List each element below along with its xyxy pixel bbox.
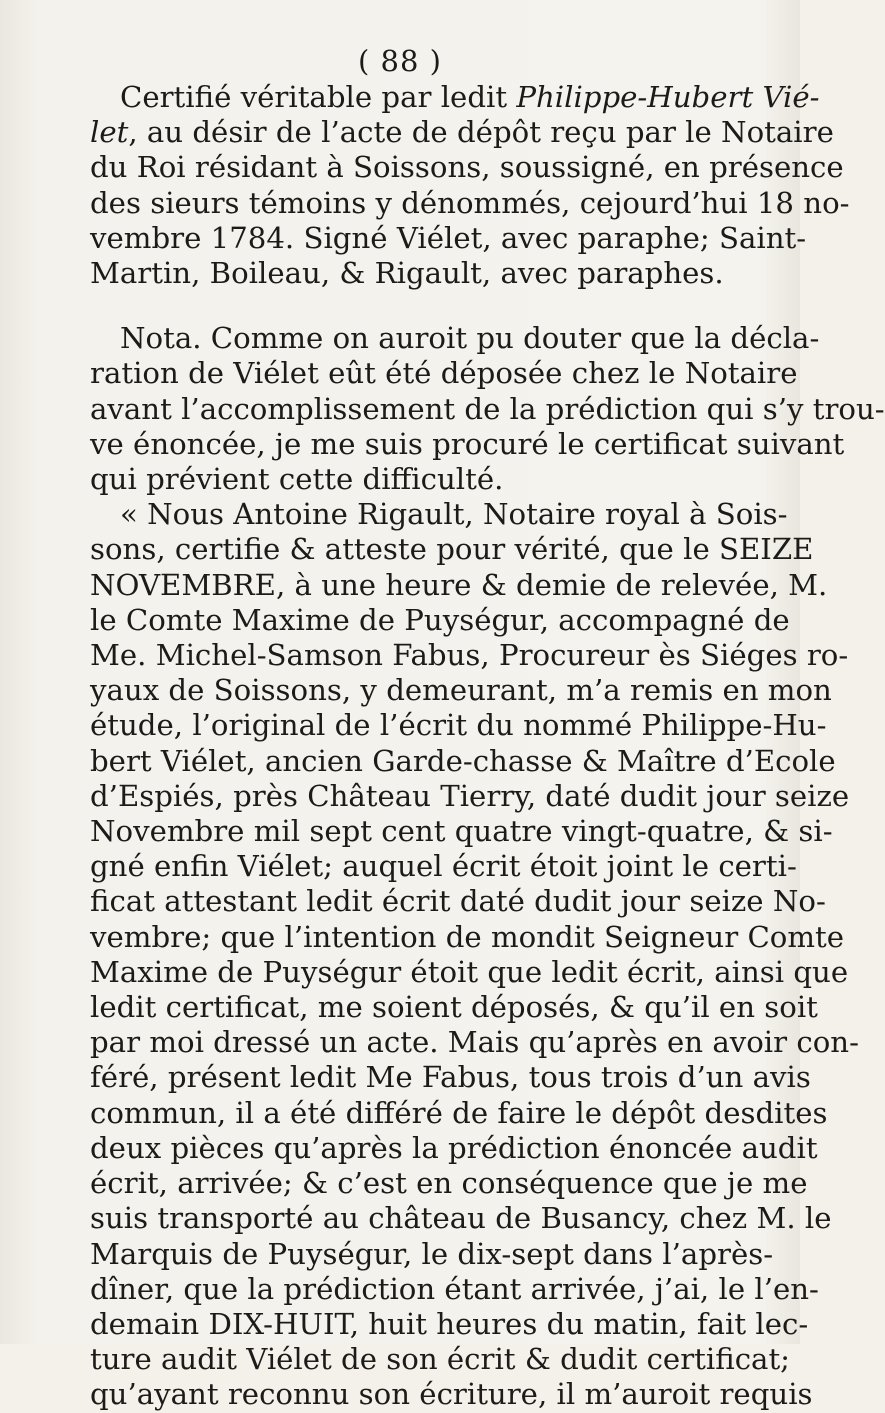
text-line: Nota. Comme on auroit pu douter que la décla- [120,321,820,356]
text-line: ve énoncée, je me suis procuré le certificat suivant [90,426,845,461]
text-line: Novembre mil sept cent quatre vingt-quatre, & si- [90,814,833,849]
text-line: commun, il a été différé de faire le dépôt desdites [90,1095,828,1130]
text-line: vembre; que l’intention de mondit Seigneur Comte [90,919,845,954]
text-line: Me. Michel-Samson Fabus, Procureur ès Siéges ro- [90,638,849,673]
text-line: dîner, que la prédiction étant arrivée, j’ai, le l’en- [90,1271,819,1306]
text-line: Certifié véritable par ledit Philippe-Hubert Vié- [120,80,820,114]
text-line: suis transporté au château de Busancy, chez M. le [90,1201,832,1236]
text-line: qu’ayant reconnu son écriture, il m’auroit requis [90,1377,813,1412]
text-line: féré, présent ledit Me Fabus, tous trois d’un avis [90,1060,811,1095]
page-number: ( 88 ) [358,44,442,78]
text-line: ture audit Viélet de son écrit & dudit certificat; [90,1342,791,1377]
text-line: d’Espiés, près Château Tierry, daté dudit jour seize [90,778,850,813]
text-line: avant l’accomplissement de la prédiction qui s’y trou- [90,391,885,426]
page-text [90,80,885,1413]
text-line: sons, certifie & atteste pour vérité, que le SEIZE [90,532,814,567]
text-line: ration de Viélet eût été déposée chez le Notaire [90,356,798,391]
text-line: ledit certificat, me soient déposés, & qu’il en soit [90,990,818,1025]
text-line: écrit, arrivée; & c’est en conséquence que je me [90,1166,808,1201]
text-line: Maxime de Puységur étoit que ledit écrit, ainsi que [90,954,849,989]
text-line: « Nous Antoine Rigault, Notaire royal à Sois- [120,497,788,532]
text-line: le Comte Maxime de Puységur, accompagné de [90,602,790,637]
text-line: deux pièces qu’après la prédiction énoncée audit [90,1130,818,1165]
text-line: étude, l’original de l’écrit du nommé Philippe-Hu- [90,708,827,743]
text-line: vembre 1784. Signé Viélet, avec paraphe; Saint- [90,220,807,255]
text-line: gné enfin Viélet; auquel écrit étoit joint le certi- [90,849,797,884]
text-line: ficat attestant ledit écrit daté dudit jour seize No- [90,884,826,919]
text-line: let, au désir de l’acte de dépôt reçu par le Notaire [90,115,834,150]
text-line: du Roi résidant à Soissons, soussigné, en présence [90,150,844,185]
text-line: yaux de Soissons, y demeurant, m’a remis en mon [90,673,832,708]
text-line: des sieurs témoins y dénommés, cejourd’hui 18 no- [90,185,850,220]
text-line: bert Viélet, ancien Garde-chasse & Maître d’Ecole [90,743,836,778]
text-line: demain DIX-HUIT, huit heures du matin, fait lec- [90,1306,809,1341]
text-line: qui prévient cette difficulté. [90,462,504,497]
text-line: par moi dressé un acte. Mais qu’après en avoir con- [90,1025,859,1060]
paragraph-gap [90,291,722,321]
text-line: NOVEMBRE, à une heure & demie de relevée, M. [90,567,828,602]
text-line: Marquis de Puységur, le dix-sept dans l’après- [90,1236,774,1271]
text-line: Martin, Boileau, & Rigault, avec paraphes. [90,256,724,291]
